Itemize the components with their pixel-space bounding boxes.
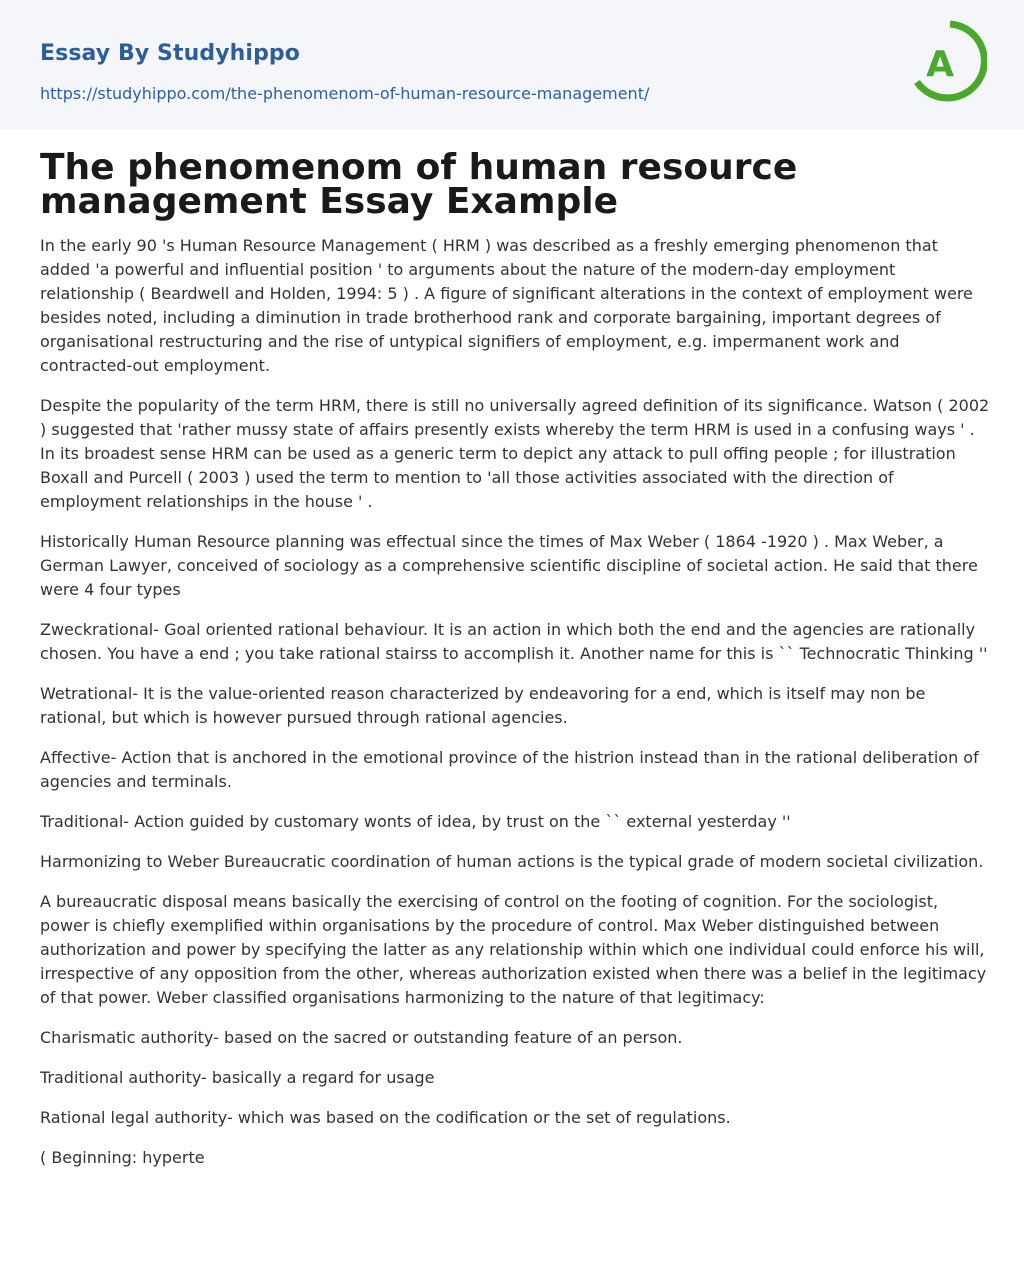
article-paragraph: A bureaucratic disposal means basically the exercising of control on the footing of cognition. For the sociologist, power is chiefly exemplified within organisations by the procedure of control. Max Weber distinguished between authorization and power by specifying the latter as any relationship within which one individual could enforce his will, irrespective of any opposition from the other, whereas authorization existed when there was a belief in the legitimacy of that power. Weber classified organisations harmonizing to the nature of that legitimacy: bbox=[40, 892, 987, 1007]
article-paragraph: ( Beginning: hyperte bbox=[40, 1148, 205, 1167]
article-paragraph: Affective- Action that is anchored in the emotional province of the histrion instead than in the rational deliberation of agencies and terminals. bbox=[40, 748, 979, 791]
article-paragraph: Harmonizing to Weber Bureaucratic coordination of human actions is the typical grade of modern societal civilization. bbox=[40, 852, 984, 871]
article-paragraph: Zweckrational- Goal oriented rational behaviour. It is an action in which both the end and the agencies are rationally chosen. You have a end ; you take rational stairss to accomplish it. Another name for this is `` Technocratic Thinking '' bbox=[40, 620, 988, 663]
article-paragraph: In the early 90 's Human Resource Management ( HRM ) was described as a freshly emerging phenomenon that added 'a powerful and influential position ' to arguments about the nature of the modern-day employment relationship ( Beardwell and Holden, 1994: 5 ) . A figure of significant alterations in the context of employment were besides noted, including a diminution in trade brotherhood rank and corporate bargaining, important degrees of organisational restructuring and the rise of untypical signifiers of employment, e.g. impermanent work and contracted-out employment. bbox=[40, 236, 973, 375]
article-url-link[interactable]: https://studyhippo.com/the-phenomenom-of-human-resource-management/ bbox=[40, 84, 650, 103]
article-paragraph: Rational legal authority- which was based on the codification or the set of regulations. bbox=[40, 1108, 731, 1127]
article-body bbox=[40, 234, 990, 1186]
article-paragraph: Wetrational- It is the value-oriented reason characterized by endeavoring for a end, which is itself may non be rational, but which is however pursued through rational agencies. bbox=[40, 684, 926, 727]
article-paragraph: Traditional authority- basically a regard for usage bbox=[40, 1068, 435, 1087]
logo-letter: A bbox=[926, 44, 954, 85]
article-paragraph: Charismatic authority- based on the sacred or outstanding feature of an person. bbox=[40, 1028, 683, 1047]
article-paragraph: Historically Human Resource planning was effectual since the times of Max Weber ( 1864 -1920 ) . Max Weber, a German Lawyer, conceived of sociology as a comprehensive scientific discipline of societal action. He said that there were 4 four types bbox=[40, 532, 978, 599]
site-brand[interactable]: Essay By Studyhippo bbox=[40, 41, 300, 66]
article-paragraph: Despite the popularity of the term HRM, there is still no universally agreed definition of its significance. Watson ( 2002 ) suggested that 'rather mussy state of affairs presently exists whereby the term HRM is used in a confusing ways ' . In its broadest sense HRM can be used as a generic term to depict any attack to pull offing people ; for illustration Boxall and Purcell ( 2003 ) used the term to mention to 'all those activities associated with the direction of employment relationships in the house ' . bbox=[40, 396, 990, 511]
article-title: The phenomenom of human resource management Essay Example bbox=[40, 147, 798, 222]
article-paragraph: Traditional- Action guided by customary wonts of idea, by trust on the `` external yesterday '' bbox=[40, 812, 791, 831]
